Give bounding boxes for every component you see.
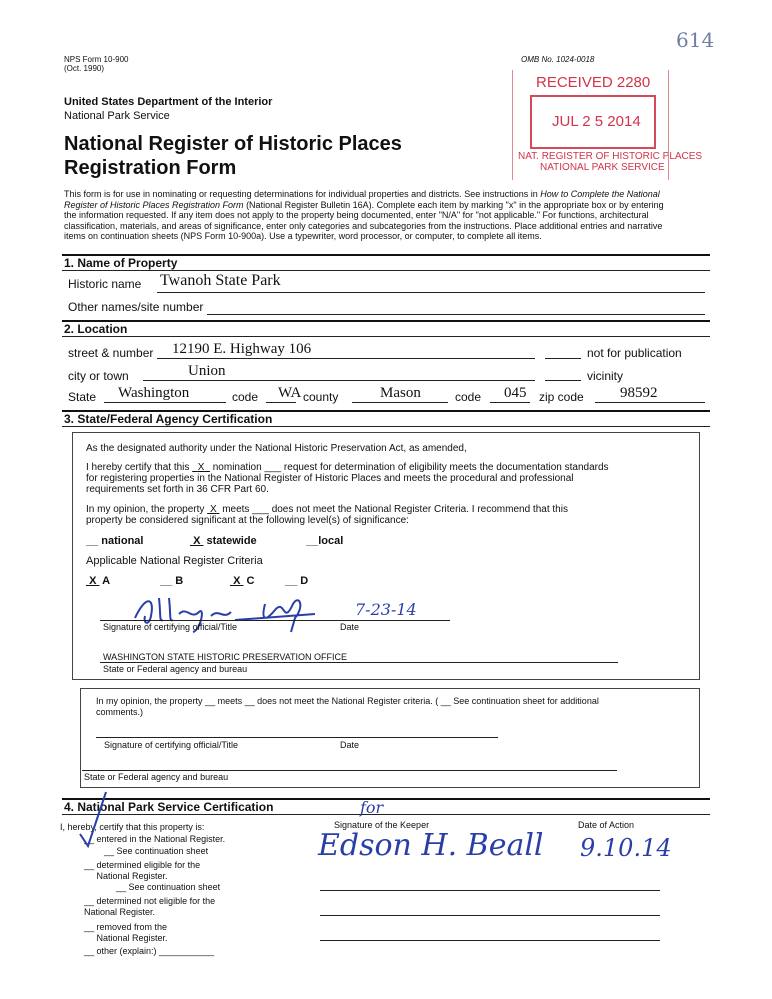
signature-label: Signature of certifying official/Title bbox=[103, 622, 238, 632]
action-date-label: Date of Action bbox=[578, 820, 635, 830]
other-names-field[interactable] bbox=[207, 314, 705, 315]
criteria-b[interactable]: __ B bbox=[160, 575, 184, 587]
keeper-label: Signature of the Keeper bbox=[334, 820, 430, 830]
check-mark-icon bbox=[76, 786, 112, 852]
city-value[interactable]: Union bbox=[188, 363, 226, 379]
section1-heading: 1. Name of Property bbox=[64, 256, 178, 270]
department: United States Department of the Interior bbox=[64, 96, 273, 108]
sign-date-label: Date bbox=[340, 622, 360, 632]
option-see-cont-1[interactable]: __ See continuation sheet bbox=[104, 846, 209, 856]
historic-name-label: Historic name bbox=[68, 277, 142, 291]
state-label: State bbox=[68, 390, 97, 404]
state-code-label: code bbox=[232, 390, 259, 404]
level-statewide[interactable]: X statewide bbox=[193, 535, 257, 547]
box2-agency-label: State or Federal agency and bureau bbox=[84, 772, 229, 782]
level-national[interactable]: __ national bbox=[86, 535, 144, 547]
handwritten-sign-date: 7-23-14 bbox=[355, 600, 417, 619]
stamp-date: JUL 2 5 2014 bbox=[552, 113, 641, 130]
criteria-c[interactable]: X C bbox=[233, 575, 255, 587]
zip-value[interactable]: 98592 bbox=[620, 385, 658, 401]
handwritten-for: for bbox=[360, 798, 384, 817]
section2-heading: 2. Location bbox=[64, 322, 128, 336]
option-determined-not-eligible[interactable]: __ determined not eligible for the National Register. bbox=[84, 896, 216, 917]
agency-office: WASHINGTON STATE HISTORIC PRESERVATION OFFICE bbox=[103, 652, 348, 662]
level-local[interactable]: __local bbox=[306, 535, 344, 547]
stamp-line1: NAT. REGISTER OF HISTORIC PLACES bbox=[518, 151, 703, 162]
handwritten-page-number: 614 bbox=[676, 28, 715, 52]
stamp-received: RECEIVED 2280 bbox=[536, 74, 651, 91]
form-title-line2: Registration Form bbox=[64, 157, 237, 179]
form-title-line1: National Register of Historic Places bbox=[64, 133, 402, 155]
county-label: county bbox=[303, 390, 339, 404]
certify-paragraph: I hereby certify that this X nomination ___ request for determination of eligibility meets the documentation standards for registering properties in the National Register of Historic Places and meets the procedural and professional requirements set forth in 36 CFR Part 60. bbox=[86, 462, 609, 495]
option-other[interactable]: __ other (explain:) ___________ bbox=[84, 946, 215, 956]
nps-certify-intro: I, hereby, certify that this property is: bbox=[60, 822, 205, 832]
stamp-line2: NATIONAL PARK SERVICE bbox=[540, 162, 665, 173]
historic-name-value[interactable]: Twanoh State Park bbox=[160, 272, 281, 289]
instructions: This form is for use in nominating or requesting determinations for individual properties and districts. See instructions in How to Complete the National Register of Historic Places Registration Form (National Register Bulletin 16A). Complete each item by marking "x" in the appropriate box or by entering the information requested. If any item does not apply to the property being documented, enter "N/A" for "not applicable." For functions, architectural classification, materials, and areas of significance, enter only categories and subcategories from the instructions. Place additional entries and narrative items on continuation sheets (NPS Form 10-900a). Use a typewriter, word processor, or computer, to complete all items. bbox=[64, 189, 664, 241]
criteria-a[interactable]: X A bbox=[89, 575, 111, 587]
opinion-paragraph: In my opinion, the property X meets ___ does not meet the National Register Criteria. I recommend that this property be considered significant at the following level(s) of significance: bbox=[86, 504, 568, 526]
section3-heading: 3. State/Federal Agency Certification bbox=[64, 412, 273, 426]
city-label: city or town bbox=[68, 369, 129, 383]
county-value[interactable]: Mason bbox=[380, 385, 421, 401]
state-code-value[interactable]: WA bbox=[278, 385, 302, 401]
county-code-value[interactable]: 045 bbox=[504, 385, 527, 401]
authority-text: As the designated authority under the National Historic Preservation Act, as amended, bbox=[86, 443, 467, 454]
criteria-label: Applicable National Register Criteria bbox=[86, 555, 263, 567]
box2-opinion: In my opinion, the property __ meets __ does not meet the National Register criteria. ( __ See continuation sheet for additional comments.) bbox=[96, 696, 599, 717]
form-number: NPS Form 10-900 bbox=[64, 55, 129, 64]
street-label: street & number bbox=[68, 346, 154, 360]
keeper-signature: Edson H. Beall bbox=[318, 828, 544, 863]
option-entered[interactable]: __ entered in the National Register. bbox=[84, 834, 226, 844]
handwritten-action-date: 9.10.14 bbox=[580, 834, 672, 862]
criteria-d[interactable]: __ D bbox=[285, 575, 309, 587]
street-value[interactable]: 12190 E. Highway 106 bbox=[172, 341, 312, 357]
option-determined-eligible[interactable]: __ determined eligible for the National Register. bbox=[84, 860, 201, 881]
county-code-label: code bbox=[455, 390, 482, 404]
service: National Park Service bbox=[64, 110, 170, 122]
vicinity-label: vicinity bbox=[587, 369, 624, 383]
form-date: (Oct. 1990) bbox=[64, 64, 105, 73]
agency-label: State or Federal agency and bureau bbox=[103, 664, 248, 674]
option-see-cont-2[interactable]: __ See continuation sheet bbox=[116, 882, 221, 892]
state-value[interactable]: Washington bbox=[118, 385, 190, 401]
not-for-publication: not for publication bbox=[587, 346, 682, 360]
section4-heading: 4. National Park Service Certification bbox=[64, 800, 274, 814]
option-removed[interactable]: __ removed from the National Register. bbox=[84, 922, 168, 943]
omb-number: OMB No. 1024-0018 bbox=[521, 55, 595, 64]
box2-signature-label: Signature of certifying official/Title bbox=[104, 740, 239, 750]
zip-label: zip code bbox=[539, 390, 584, 404]
other-names-label: Other names/site number bbox=[68, 300, 204, 314]
box2-date-label: Date bbox=[340, 740, 360, 750]
